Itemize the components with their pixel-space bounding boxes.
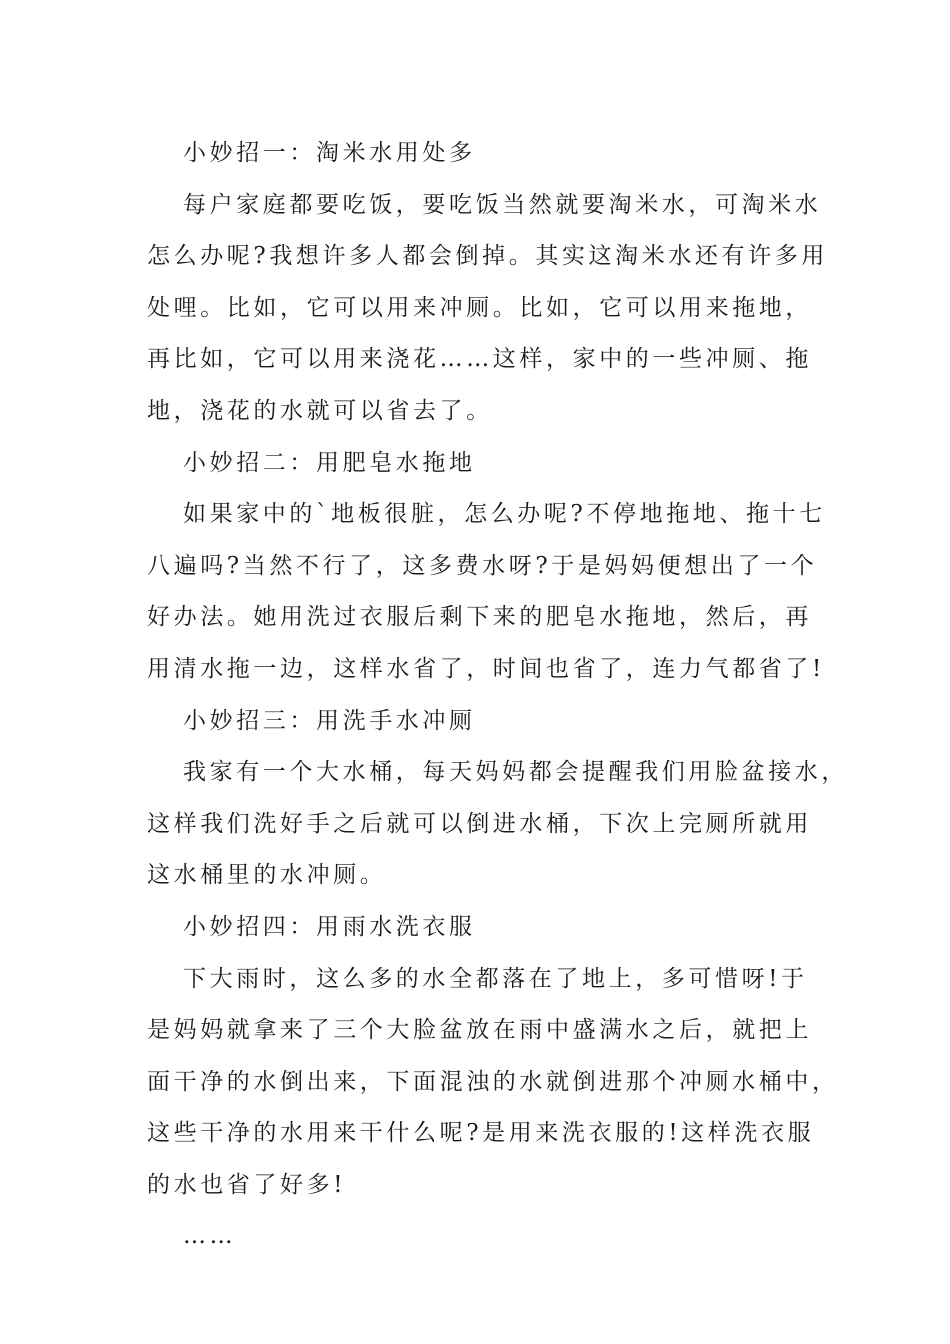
ellipsis-line: …… <box>183 1223 237 1250</box>
paragraph-line: 再比如，它可以用来浇花……这样，家中的一些冲厕、拖 <box>147 346 812 373</box>
paragraph-line: 我家有一个大水桶，每天妈妈都会提醒我们用脸盆接水， <box>183 759 848 786</box>
paragraph-line: 面干净的水倒出来，下面混浊的水就倒进那个冲厕水桶中， <box>147 1068 839 1095</box>
section-heading-3: 小妙招三：用洗手水冲厕 <box>183 707 476 734</box>
paragraph-line: 处哩。比如，它可以用来冲厕。比如，它可以用来拖地， <box>147 294 812 321</box>
paragraph-line: 每户家庭都要吃饭，要吃饭当然就要淘米水，可淘米水 <box>183 191 822 218</box>
paragraph-line: 好办法。她用洗过衣服后剩下来的肥皂水拖地，然后，再 <box>147 604 812 631</box>
paragraph-line: 怎么办呢?我想许多人都会倒掉。其实这淘米水还有许多用 <box>147 243 828 270</box>
paragraph-line: 的水也省了好多! <box>147 1171 347 1198</box>
paragraph-line: 是妈妈就拿来了三个大脸盆放在雨中盛满水之后，就把上 <box>147 1017 812 1044</box>
section-heading-1: 小妙招一：淘米水用处多 <box>183 140 476 166</box>
paragraph-line: 这些干净的水用来干什么呢?是用来洗衣服的!这样洗衣服 <box>147 1120 815 1147</box>
paragraph-line: 八遍吗?当然不行了，这多费水呀?于是妈妈便想出了一个 <box>147 552 818 579</box>
document-body <box>147 128 848 1263</box>
paragraph-line: 地，浇花的水就可以省去了。 <box>147 397 493 424</box>
section-heading-4: 小妙招四：用雨水洗衣服 <box>183 913 476 940</box>
paragraph-line: 下大雨时，这么多的水全都落在了地上，多可惜呀!于 <box>183 965 808 992</box>
paragraph-line: 用清水拖一边，这样水省了，时间也省了，连力气都省了! <box>147 655 825 682</box>
paragraph-line: 这样我们洗好手之后就可以倒进水桶，下次上完厕所就用 <box>147 810 812 837</box>
paragraph-line: 这水桶里的水冲厕。 <box>147 862 387 889</box>
paragraph-line: 如果家中的`地板很脏，怎么办呢?不停地拖地、拖十七 <box>183 501 826 528</box>
section-heading-2: 小妙招二：用肥皂水拖地 <box>183 449 476 476</box>
